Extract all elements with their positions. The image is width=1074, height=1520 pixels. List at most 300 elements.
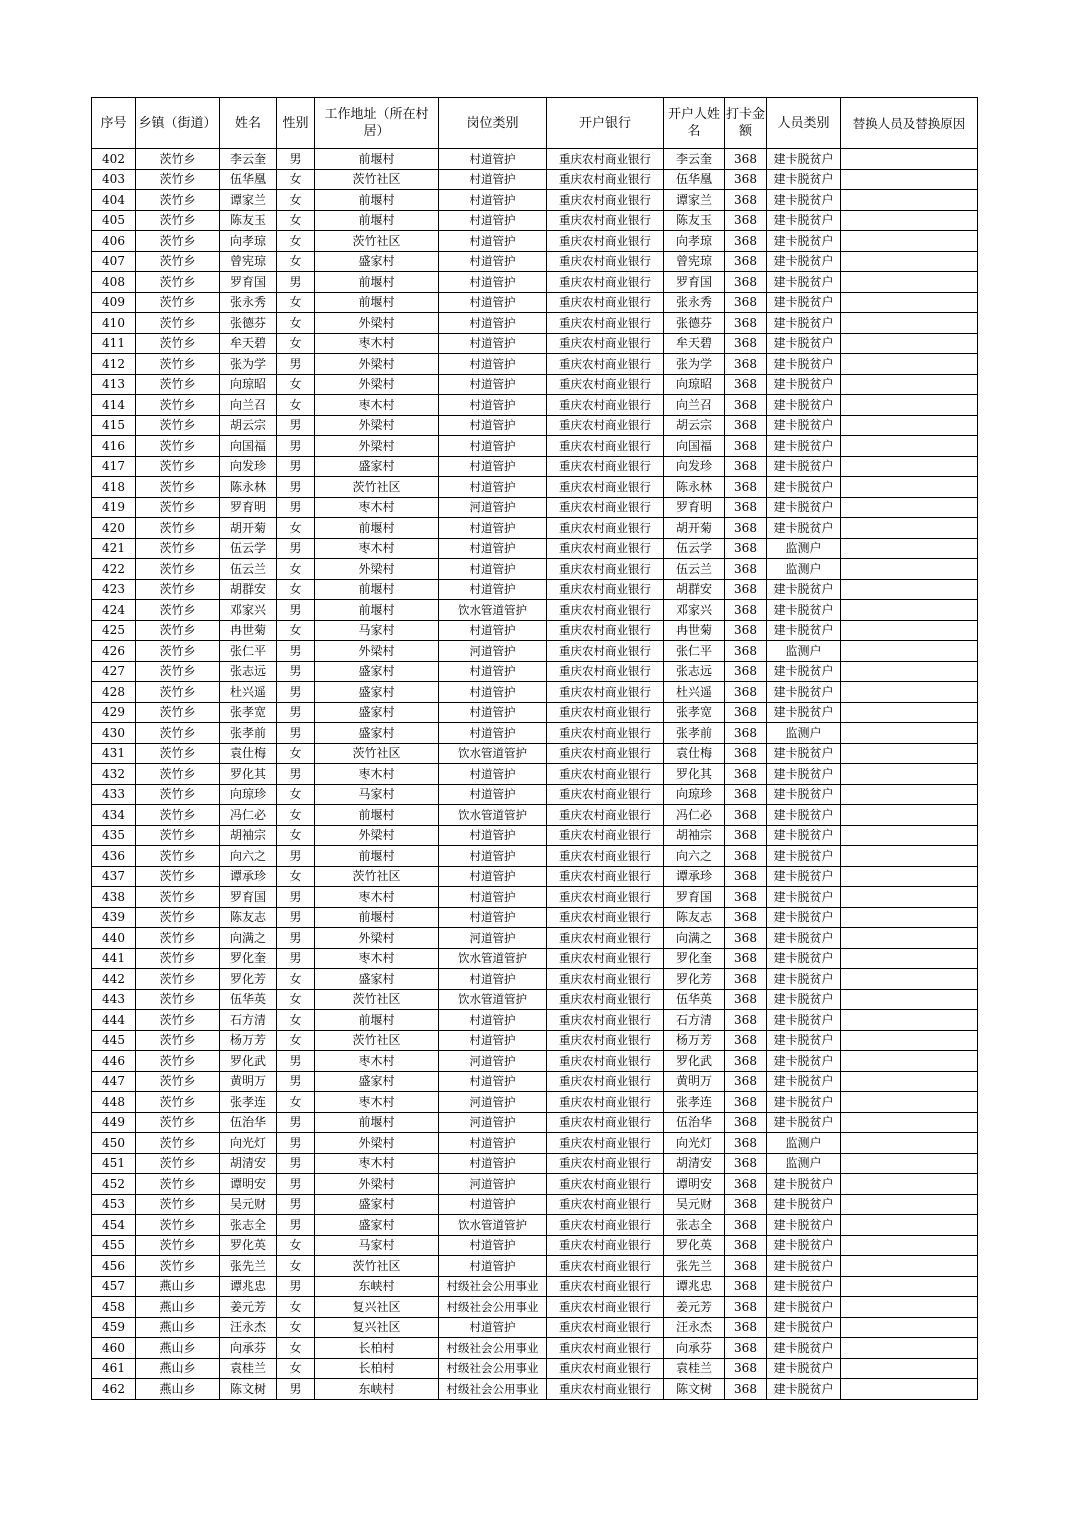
cell-work-address: 马家村	[315, 784, 439, 805]
col-header-person-category: 人员类别	[767, 98, 841, 149]
cell-account-holder: 谭兆忠	[664, 1276, 725, 1297]
cell-person-category: 建卡脱贫户	[767, 169, 841, 190]
cell-account-holder: 胡清安	[664, 1153, 725, 1174]
cell-work-address: 外梁村	[315, 825, 439, 846]
cell-name: 张仁平	[220, 641, 277, 662]
cell-name: 石方清	[220, 1010, 277, 1031]
table-row	[92, 374, 978, 395]
cell-replacement	[841, 559, 978, 580]
cell-person-category: 建卡脱贫户	[767, 764, 841, 785]
cell-amount: 368	[725, 743, 767, 764]
cell-account-holder: 张志全	[664, 1215, 725, 1236]
cell-township: 燕山乡	[136, 1338, 220, 1359]
cell-bank: 重庆农村商业银行	[547, 477, 664, 498]
cell-bank: 重庆农村商业银行	[547, 1112, 664, 1133]
cell-replacement	[841, 1276, 978, 1297]
cell-account-holder: 张志远	[664, 661, 725, 682]
cell-bank: 重庆农村商业银行	[547, 948, 664, 969]
cell-account-holder: 罗化其	[664, 764, 725, 785]
cell-township: 茨竹乡	[136, 907, 220, 928]
cell-name: 谭兆忠	[220, 1276, 277, 1297]
cell-township: 茨竹乡	[136, 600, 220, 621]
cell-gender: 女	[277, 1235, 315, 1256]
cell-gender: 男	[277, 149, 315, 170]
cell-index: 431	[92, 743, 136, 764]
col-header-work-address: 工作地址（所在村居）	[315, 98, 439, 149]
cell-name: 向发珍	[220, 456, 277, 477]
cell-post-type: 村级社会公用事业	[439, 1338, 547, 1359]
cell-bank: 重庆农村商业银行	[547, 231, 664, 252]
cell-gender: 女	[277, 1338, 315, 1359]
cell-amount: 368	[725, 415, 767, 436]
cell-replacement	[841, 989, 978, 1010]
cell-amount: 368	[725, 887, 767, 908]
cell-bank: 重庆农村商业银行	[547, 825, 664, 846]
cell-gender: 男	[277, 928, 315, 949]
cell-bank: 重庆农村商业银行	[547, 559, 664, 580]
cell-amount: 368	[725, 1276, 767, 1297]
table-row	[92, 395, 978, 416]
cell-index: 448	[92, 1092, 136, 1113]
cell-amount: 368	[725, 1092, 767, 1113]
cell-bank: 重庆农村商业银行	[547, 579, 664, 600]
table-row	[92, 743, 978, 764]
cell-person-category: 建卡脱贫户	[767, 1092, 841, 1113]
cell-person-category: 监测户	[767, 723, 841, 744]
cell-replacement	[841, 477, 978, 498]
cell-township: 茨竹乡	[136, 436, 220, 457]
col-header-amount: 打卡金额	[725, 98, 767, 149]
cell-index: 440	[92, 928, 136, 949]
cell-amount: 368	[725, 969, 767, 990]
cell-bank: 重庆农村商业银行	[547, 702, 664, 723]
cell-gender: 女	[277, 1256, 315, 1277]
cell-gender: 男	[277, 764, 315, 785]
cell-gender: 女	[277, 395, 315, 416]
cell-post-type: 村道管护	[439, 415, 547, 436]
cell-bank: 重庆农村商业银行	[547, 969, 664, 990]
cell-post-type: 村道管护	[439, 661, 547, 682]
cell-gender: 女	[277, 620, 315, 641]
cell-name: 吴元财	[220, 1194, 277, 1215]
cell-work-address: 前堰村	[315, 272, 439, 293]
cell-index: 452	[92, 1174, 136, 1195]
table-row	[92, 600, 978, 621]
cell-replacement	[841, 333, 978, 354]
cell-post-type: 村道管护	[439, 169, 547, 190]
table-row	[92, 866, 978, 887]
cell-amount: 368	[725, 784, 767, 805]
cell-post-type: 村道管护	[439, 374, 547, 395]
cell-post-type: 村道管护	[439, 1317, 547, 1338]
cell-gender: 男	[277, 1071, 315, 1092]
cell-account-holder: 胡开菊	[664, 518, 725, 539]
cell-name: 张孝宽	[220, 702, 277, 723]
cell-bank: 重庆农村商业银行	[547, 497, 664, 518]
cell-work-address: 枣木村	[315, 395, 439, 416]
cell-township: 茨竹乡	[136, 620, 220, 641]
cell-post-type: 村道管护	[439, 518, 547, 539]
cell-gender: 男	[277, 641, 315, 662]
cell-replacement	[841, 169, 978, 190]
cell-person-category: 建卡脱贫户	[767, 887, 841, 908]
cell-amount: 368	[725, 456, 767, 477]
cell-amount: 368	[725, 272, 767, 293]
cell-name: 伍华凰	[220, 169, 277, 190]
cell-replacement	[841, 907, 978, 928]
cell-bank: 重庆农村商业银行	[547, 292, 664, 313]
cell-gender: 女	[277, 1092, 315, 1113]
cell-township: 茨竹乡	[136, 538, 220, 559]
cell-township: 茨竹乡	[136, 1112, 220, 1133]
table-row	[92, 846, 978, 867]
table-row	[92, 887, 978, 908]
cell-post-type: 村道管护	[439, 887, 547, 908]
cell-work-address: 外梁村	[315, 928, 439, 949]
cell-name: 李云奎	[220, 149, 277, 170]
col-header-township: 乡镇（街道）	[136, 98, 220, 149]
cell-amount: 368	[725, 1338, 767, 1359]
cell-name: 冉世菊	[220, 620, 277, 641]
table-row	[92, 313, 978, 334]
cell-person-category: 建卡脱贫户	[767, 456, 841, 477]
cell-replacement	[841, 149, 978, 170]
cell-account-holder: 向光灯	[664, 1133, 725, 1154]
cell-replacement	[841, 374, 978, 395]
table-row	[92, 1358, 978, 1379]
cell-account-holder: 陈友玉	[664, 210, 725, 231]
cell-amount: 368	[725, 989, 767, 1010]
cell-name: 牟天碧	[220, 333, 277, 354]
cell-replacement	[841, 866, 978, 887]
cell-work-address: 茨竹社区	[315, 169, 439, 190]
cell-bank: 重庆农村商业银行	[547, 1358, 664, 1379]
cell-post-type: 村道管护	[439, 846, 547, 867]
cell-township: 茨竹乡	[136, 1153, 220, 1174]
cell-bank: 重庆农村商业银行	[547, 313, 664, 334]
cell-bank: 重庆农村商业银行	[547, 846, 664, 867]
cell-gender: 女	[277, 559, 315, 580]
cell-gender: 女	[277, 969, 315, 990]
cell-township: 茨竹乡	[136, 805, 220, 826]
cell-amount: 368	[725, 538, 767, 559]
cell-person-category: 建卡脱贫户	[767, 210, 841, 231]
cell-person-category: 建卡脱贫户	[767, 1317, 841, 1338]
cell-bank: 重庆农村商业银行	[547, 682, 664, 703]
cell-replacement	[841, 641, 978, 662]
cell-account-holder: 张永秀	[664, 292, 725, 313]
cell-name: 张为学	[220, 354, 277, 375]
cell-name: 罗化奎	[220, 948, 277, 969]
cell-account-holder: 陈永林	[664, 477, 725, 498]
cell-person-category: 监测户	[767, 1153, 841, 1174]
cell-work-address: 前堰村	[315, 190, 439, 211]
cell-name: 杜兴遥	[220, 682, 277, 703]
cell-index: 454	[92, 1215, 136, 1236]
table-row	[92, 1071, 978, 1092]
header-row	[92, 98, 978, 149]
cell-township: 茨竹乡	[136, 743, 220, 764]
cell-post-type: 村道管护	[439, 333, 547, 354]
cell-township: 茨竹乡	[136, 149, 220, 170]
cell-township: 茨竹乡	[136, 190, 220, 211]
cell-account-holder: 向承芬	[664, 1338, 725, 1359]
table-row	[92, 1338, 978, 1359]
cell-person-category: 建卡脱贫户	[767, 1276, 841, 1297]
cell-post-type: 村道管护	[439, 1256, 547, 1277]
cell-index: 418	[92, 477, 136, 498]
cell-work-address: 前堰村	[315, 579, 439, 600]
cell-bank: 重庆农村商业银行	[547, 436, 664, 457]
cell-index: 413	[92, 374, 136, 395]
cell-bank: 重庆农村商业银行	[547, 190, 664, 211]
cell-work-address: 外梁村	[315, 436, 439, 457]
cell-work-address: 外梁村	[315, 559, 439, 580]
cell-name: 胡云宗	[220, 415, 277, 436]
cell-replacement	[841, 1358, 978, 1379]
table-row	[92, 415, 978, 436]
cell-post-type: 饮水管道管护	[439, 743, 547, 764]
cell-township: 茨竹乡	[136, 1051, 220, 1072]
cell-person-category: 建卡脱贫户	[767, 702, 841, 723]
table-row	[92, 661, 978, 682]
cell-gender: 男	[277, 1379, 315, 1400]
cell-gender: 女	[277, 1297, 315, 1318]
cell-person-category: 建卡脱贫户	[767, 149, 841, 170]
cell-bank: 重庆农村商业银行	[547, 764, 664, 785]
cell-amount: 368	[725, 395, 767, 416]
cell-post-type: 村道管护	[439, 231, 547, 252]
cell-work-address: 茨竹社区	[315, 231, 439, 252]
cell-name: 谭明安	[220, 1174, 277, 1195]
cell-name: 向光灯	[220, 1133, 277, 1154]
cell-account-holder: 陈友志	[664, 907, 725, 928]
cell-post-type: 村道管护	[439, 620, 547, 641]
cell-amount: 368	[725, 374, 767, 395]
cell-work-address: 枣木村	[315, 1153, 439, 1174]
cell-replacement	[841, 456, 978, 477]
cell-replacement	[841, 1153, 978, 1174]
cell-bank: 重庆农村商业银行	[547, 251, 664, 272]
cell-gender: 男	[277, 1174, 315, 1195]
table-row	[92, 1112, 978, 1133]
cell-township: 茨竹乡	[136, 292, 220, 313]
cell-person-category: 建卡脱贫户	[767, 989, 841, 1010]
table-row	[92, 1317, 978, 1338]
cell-name: 胡袖宗	[220, 825, 277, 846]
cell-work-address: 枣木村	[315, 538, 439, 559]
cell-replacement	[841, 846, 978, 867]
cell-amount: 368	[725, 1358, 767, 1379]
cell-post-type: 河道管护	[439, 641, 547, 662]
cell-gender: 男	[277, 436, 315, 457]
cell-amount: 368	[725, 1071, 767, 1092]
cell-account-holder: 张先兰	[664, 1256, 725, 1277]
table-row	[92, 190, 978, 211]
cell-name: 陈文树	[220, 1379, 277, 1400]
cell-post-type: 村道管护	[439, 559, 547, 580]
col-header-post-type: 岗位类别	[439, 98, 547, 149]
cell-account-holder: 谭明安	[664, 1174, 725, 1195]
cell-amount: 368	[725, 477, 767, 498]
table-row	[92, 559, 978, 580]
cell-replacement	[841, 231, 978, 252]
cell-name: 伍华英	[220, 989, 277, 1010]
cell-index: 462	[92, 1379, 136, 1400]
cell-person-category: 建卡脱贫户	[767, 579, 841, 600]
cell-gender: 女	[277, 825, 315, 846]
cell-township: 茨竹乡	[136, 415, 220, 436]
cell-post-type: 村道管护	[439, 1153, 547, 1174]
cell-replacement	[841, 743, 978, 764]
cell-index: 461	[92, 1358, 136, 1379]
cell-amount: 368	[725, 231, 767, 252]
cell-bank: 重庆农村商业银行	[547, 805, 664, 826]
cell-replacement	[841, 1071, 978, 1092]
table-row	[92, 620, 978, 641]
cell-post-type: 村道管护	[439, 969, 547, 990]
cell-amount: 368	[725, 1379, 767, 1400]
cell-gender: 女	[277, 784, 315, 805]
cell-name: 罗化芳	[220, 969, 277, 990]
cell-person-category: 建卡脱贫户	[767, 682, 841, 703]
cell-work-address: 长柏村	[315, 1338, 439, 1359]
cell-post-type: 村道管护	[439, 477, 547, 498]
cell-replacement	[841, 887, 978, 908]
cell-work-address: 前堰村	[315, 907, 439, 928]
cell-post-type: 村道管护	[439, 702, 547, 723]
cell-person-category: 建卡脱贫户	[767, 251, 841, 272]
cell-township: 茨竹乡	[136, 969, 220, 990]
cell-name: 伍治华	[220, 1112, 277, 1133]
table-row	[92, 1133, 978, 1154]
cell-work-address: 外梁村	[315, 641, 439, 662]
cell-replacement	[841, 1256, 978, 1277]
cell-account-holder: 张为学	[664, 354, 725, 375]
cell-replacement	[841, 764, 978, 785]
cell-work-address: 枣木村	[315, 948, 439, 969]
cell-person-category: 建卡脱贫户	[767, 395, 841, 416]
cell-name: 陈永林	[220, 477, 277, 498]
cell-account-holder: 罗化英	[664, 1235, 725, 1256]
cell-name: 张志全	[220, 1215, 277, 1236]
cell-bank: 重庆农村商业银行	[547, 928, 664, 949]
cell-amount: 368	[725, 292, 767, 313]
cell-work-address: 前堰村	[315, 149, 439, 170]
cell-person-category: 监测户	[767, 1133, 841, 1154]
cell-work-address: 盛家村	[315, 969, 439, 990]
cell-account-holder: 张孝连	[664, 1092, 725, 1113]
col-header-gender: 性别	[277, 98, 315, 149]
cell-amount: 368	[725, 682, 767, 703]
table-row	[92, 1153, 978, 1174]
cell-township: 茨竹乡	[136, 456, 220, 477]
cell-replacement	[841, 538, 978, 559]
cell-bank: 重庆农村商业银行	[547, 1276, 664, 1297]
cell-replacement	[841, 1338, 978, 1359]
cell-account-holder: 吴元财	[664, 1194, 725, 1215]
cell-person-category: 建卡脱贫户	[767, 866, 841, 887]
cell-township: 茨竹乡	[136, 272, 220, 293]
cell-township: 茨竹乡	[136, 1071, 220, 1092]
cell-bank: 重庆农村商业银行	[547, 1153, 664, 1174]
cell-township: 茨竹乡	[136, 395, 220, 416]
cell-index: 459	[92, 1317, 136, 1338]
cell-post-type: 河道管护	[439, 1092, 547, 1113]
cell-amount: 368	[725, 169, 767, 190]
cell-index: 447	[92, 1071, 136, 1092]
cell-person-category: 建卡脱贫户	[767, 784, 841, 805]
cell-township: 茨竹乡	[136, 231, 220, 252]
cell-name: 袁仕梅	[220, 743, 277, 764]
cell-person-category: 建卡脱贫户	[767, 1256, 841, 1277]
cell-amount: 368	[725, 702, 767, 723]
cell-bank: 重庆农村商业银行	[547, 1071, 664, 1092]
cell-township: 茨竹乡	[136, 682, 220, 703]
cell-work-address: 外梁村	[315, 313, 439, 334]
cell-index: 442	[92, 969, 136, 990]
cell-post-type: 村道管护	[439, 210, 547, 231]
cell-post-type: 村道管护	[439, 1194, 547, 1215]
cell-name: 罗化英	[220, 1235, 277, 1256]
cell-amount: 368	[725, 1235, 767, 1256]
cell-bank: 重庆农村商业银行	[547, 1051, 664, 1072]
col-header-index: 序号	[92, 98, 136, 149]
cell-person-category: 建卡脱贫户	[767, 825, 841, 846]
cell-index: 405	[92, 210, 136, 231]
cell-amount: 368	[725, 661, 767, 682]
table-row	[92, 1010, 978, 1031]
cell-index: 445	[92, 1030, 136, 1051]
cell-person-category: 建卡脱贫户	[767, 477, 841, 498]
cell-post-type: 村道管护	[439, 825, 547, 846]
cell-gender: 女	[277, 1358, 315, 1379]
cell-person-category: 建卡脱贫户	[767, 928, 841, 949]
cell-gender: 女	[277, 1030, 315, 1051]
cell-name: 胡开菊	[220, 518, 277, 539]
cell-index: 455	[92, 1235, 136, 1256]
cell-township: 茨竹乡	[136, 887, 220, 908]
cell-account-holder: 向发珍	[664, 456, 725, 477]
cell-index: 402	[92, 149, 136, 170]
cell-post-type: 河道管护	[439, 928, 547, 949]
table-row	[92, 579, 978, 600]
cell-replacement	[841, 190, 978, 211]
cell-township: 茨竹乡	[136, 497, 220, 518]
cell-name: 伍云学	[220, 538, 277, 559]
cell-replacement	[841, 415, 978, 436]
cell-replacement	[841, 292, 978, 313]
cell-bank: 重庆农村商业银行	[547, 374, 664, 395]
cell-work-address: 马家村	[315, 1235, 439, 1256]
table-row	[92, 1092, 978, 1113]
cell-replacement	[841, 1215, 978, 1236]
cell-bank: 重庆农村商业银行	[547, 989, 664, 1010]
cell-post-type: 河道管护	[439, 1174, 547, 1195]
cell-post-type: 村道管护	[439, 538, 547, 559]
cell-person-category: 建卡脱贫户	[767, 1174, 841, 1195]
cell-work-address: 盛家村	[315, 661, 439, 682]
cell-gender: 男	[277, 682, 315, 703]
cell-post-type: 村道管护	[439, 292, 547, 313]
cell-index: 433	[92, 784, 136, 805]
cell-amount: 368	[725, 1051, 767, 1072]
cell-replacement	[841, 272, 978, 293]
cell-amount: 368	[725, 518, 767, 539]
table-row	[92, 907, 978, 928]
cell-amount: 368	[725, 1256, 767, 1277]
cell-index: 417	[92, 456, 136, 477]
